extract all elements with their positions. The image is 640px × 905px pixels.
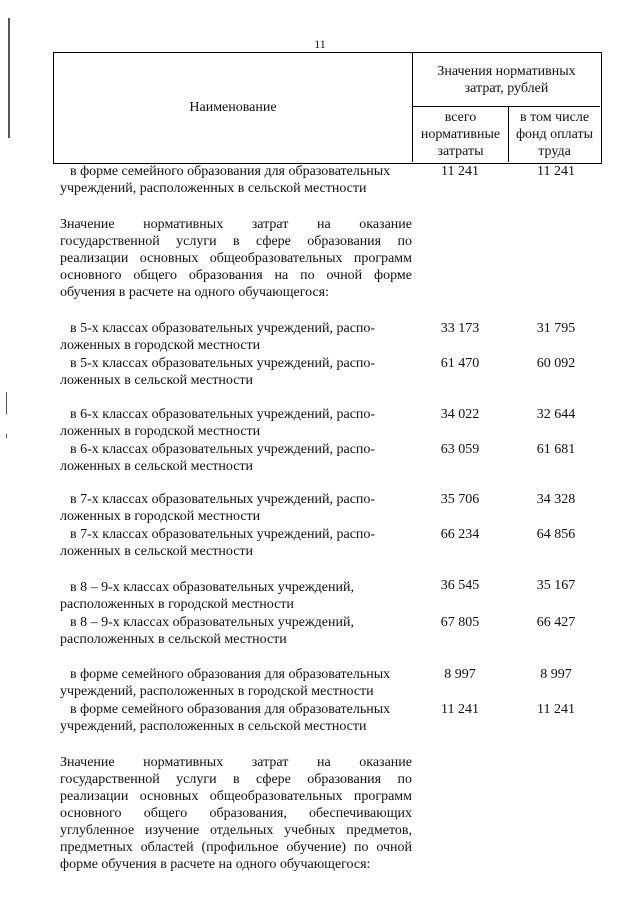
paragraph-line: предметных областей (профильное обучение) по очной (60, 840, 412, 855)
row-text-line: в 8 – 9-х классах образовательных учреждений, (70, 615, 354, 630)
paragraph-line: основного общего образования, обеспечивающих (60, 806, 412, 821)
paragraph-line: реализации основных общеобразовательных программ (60, 251, 412, 266)
row-payroll: 31 795 (536, 321, 576, 336)
row-payroll: 64 856 (536, 527, 576, 542)
row-payroll: 60 092 (536, 356, 576, 371)
header-payroll-line-3: труда (538, 144, 571, 159)
paragraph-line: реализации основных общеобразовательных программ (60, 789, 412, 804)
row-payroll: 35 167 (536, 578, 576, 593)
table-row (60, 163, 412, 197)
table-row (60, 614, 412, 648)
header-total-line-3: затраты (437, 144, 484, 159)
row-text-line: ложенных в городской местности (60, 424, 261, 439)
header-payroll-line-1: в том числе (519, 110, 590, 125)
header-values-line-2: затрат, рублей (464, 80, 549, 96)
header-total-line-2: нормативные (420, 127, 501, 142)
row-payroll: 66 427 (536, 615, 576, 630)
scan-edge-mid (6, 392, 7, 414)
row-total: 8 997 (444, 667, 476, 682)
row-payroll: 11 241 (537, 702, 575, 717)
paragraph-line: государственной услуги в сфере образования по (60, 234, 412, 249)
header-total (413, 107, 508, 162)
row-total: 67 805 (440, 615, 480, 630)
row-total: 63 059 (440, 442, 480, 457)
row-payroll: 32 644 (536, 407, 576, 422)
row-text-line: ложенных в городской местности (60, 338, 261, 353)
table-row (60, 526, 412, 560)
row-total: 33 173 (440, 321, 480, 336)
table-row (60, 701, 412, 735)
row-text-line: в форме семейного образования для образовательных (70, 164, 391, 179)
table-row (60, 441, 412, 475)
table-row (60, 320, 412, 354)
row-payroll: 11 241 (537, 164, 575, 179)
row-payroll: 61 681 (536, 442, 576, 457)
row-text-line: учреждений, расположенных в сельской местности (60, 719, 367, 734)
row-total: 61 470 (440, 356, 480, 371)
row-total: 11 241 (441, 164, 479, 179)
header-total-line-1: всего (444, 110, 477, 125)
row-text-line: учреждений, расположенных в сельской местности (60, 181, 367, 196)
table-row (60, 355, 412, 389)
row-text-line: в 6-х классах образовательных учреждений, распо- (70, 407, 376, 422)
paragraph-line: обучения в расчете на одного обучающегося: (60, 285, 330, 300)
scan-edge-mark (6, 434, 7, 438)
row-total: 11 241 (441, 702, 479, 717)
scan-edge-top (8, 18, 10, 138)
header-payroll (509, 107, 600, 162)
row-text-line: в 6-х классах образовательных учреждений, распо- (70, 442, 376, 457)
row-payroll: 34 328 (536, 492, 576, 507)
row-text-line: в 5-х классах образовательных учреждений, распо- (70, 321, 376, 336)
row-total: 36 545 (440, 578, 480, 593)
page-number: 11 (314, 37, 326, 51)
paragraph-line: государственной услуги в сфере образования по (60, 772, 412, 787)
header-name: Наименование (189, 100, 277, 115)
paragraph-line: углубленное изучение отдельных учебных предметов, (60, 823, 412, 838)
section-intro-advanced (60, 754, 412, 873)
table-row (60, 406, 412, 440)
paragraph-line: основного общего образования на по очной форме (60, 268, 412, 283)
row-text-line: ложенных в сельской местности (60, 544, 254, 559)
header-values (413, 53, 600, 106)
row-payroll: 8 997 (540, 667, 572, 682)
row-text-line: ложенных в сельской местности (60, 459, 254, 474)
row-text-line: ложенных в сельской местности (60, 373, 254, 388)
row-text-line: в 8 – 9-х классах образовательных учреждений, (70, 580, 354, 595)
header-payroll-line-2: фонд оплаты (515, 127, 594, 142)
paragraph-line: Значение нормативных затрат на оказание (60, 755, 412, 770)
row-text-line: ложенных в городской местности (60, 509, 261, 524)
paragraph-line: Значение нормативных затрат на оказание (60, 217, 412, 232)
row-text-line: в 7-х классах образовательных учреждений, распо- (70, 492, 376, 507)
row-text-line: в 7-х классах образовательных учреждений, распо- (70, 527, 376, 542)
paragraph-line: форме обучения в расчете на одного обучающегося: (60, 857, 371, 872)
section-intro-basic (60, 216, 412, 301)
table-row (60, 579, 412, 613)
row-total: 66 234 (440, 527, 480, 542)
row-text-line: расположенных в городской местности (60, 597, 294, 612)
header-values-line-1: Значения нормативных (437, 63, 576, 79)
row-total: 35 706 (440, 492, 480, 507)
row-total: 34 022 (440, 407, 480, 422)
row-text-line: в форме семейного образования для образовательных (70, 667, 391, 682)
table-row (60, 666, 412, 700)
row-text-line: в 5-х классах образовательных учреждений, распо- (70, 356, 376, 371)
row-text-line: в форме семейного образования для образовательных (70, 702, 391, 717)
row-text-line: расположенных в сельской местности (60, 632, 287, 647)
table-row (60, 491, 412, 525)
row-text-line: учреждений, расположенных в городской местности (60, 684, 374, 699)
